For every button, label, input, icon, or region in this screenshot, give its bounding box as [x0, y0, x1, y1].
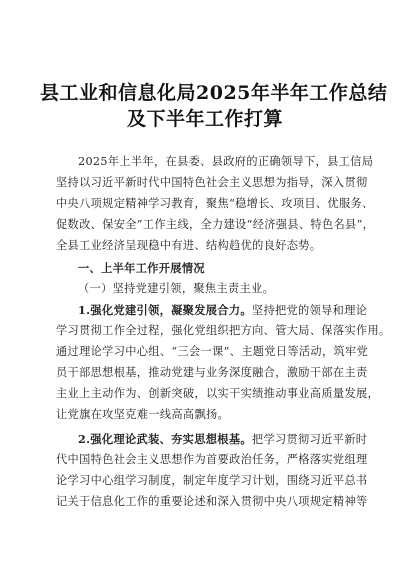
item1-line: 通过理论学习中心组、“三会一课”、主题党日等活动，筑牢党: [56, 345, 369, 358]
item2-first-line: [78, 432, 368, 447]
subsection-heading: （一）坚持党建引领，聚焦主责主业。: [78, 282, 275, 295]
intro-line: 坚持以习近平新时代中国特色社会主义思想为指导，深入贯彻: [56, 176, 368, 189]
intro-line: 2025年上半年，在县委、县政府的正确领导下，县工信局: [78, 155, 374, 168]
intro-line: 促数改、保安全”工作主线，全力建设“经济强县、特色名县”，: [56, 218, 375, 231]
item2-line: 代中国特色社会主义思想作为首要政治任务，严格落实党组理: [56, 453, 368, 466]
intro-line: 中央八项规定精神学习教育，聚焦“稳增长、攻项目、优服务、: [56, 197, 374, 210]
document-title-line2: 及下半年工作打算: [126, 108, 283, 130]
item1-first-line: [78, 303, 368, 318]
item1-lead: 1.强化党建引领，凝聚发展合力。: [78, 303, 252, 317]
item1-line: 学习贯彻工作全过程，强化党组织把方向、管大局、保落实作用。: [56, 324, 391, 337]
intro-line: 全县工业经济呈现稳中有进、结构趋优的良好态势。: [56, 239, 322, 252]
item1-line: 员干部思想根基，推动党建与业务深度融合，激励干部在主责: [56, 366, 368, 379]
section-heading: 一、上半年工作开展情况: [78, 261, 205, 275]
item2-first-rest: 把学习贯彻习近平新时: [251, 433, 368, 446]
item1-first-rest: 坚持把党的领导和理论: [251, 304, 368, 317]
item2-line: 记关于信息化工作的重要论述和深入贯彻中央八项规定精神等: [56, 495, 368, 508]
item1-line: 主业上主动作为、创新突破，以实干实绩推动事业高质量发展，: [56, 387, 380, 400]
item2-lead: 2.强化理论武装、夯实思想根基。: [78, 432, 252, 446]
item1-line: 让党旗在攻坚克难一线高高飘扬。: [56, 408, 230, 421]
document-title-line1: 县工业和信息化局2025年半年工作总结: [40, 82, 388, 104]
item2-line: 论学习中心组学习制度，制定年度学习计划，围绕习近平总书: [56, 474, 368, 487]
